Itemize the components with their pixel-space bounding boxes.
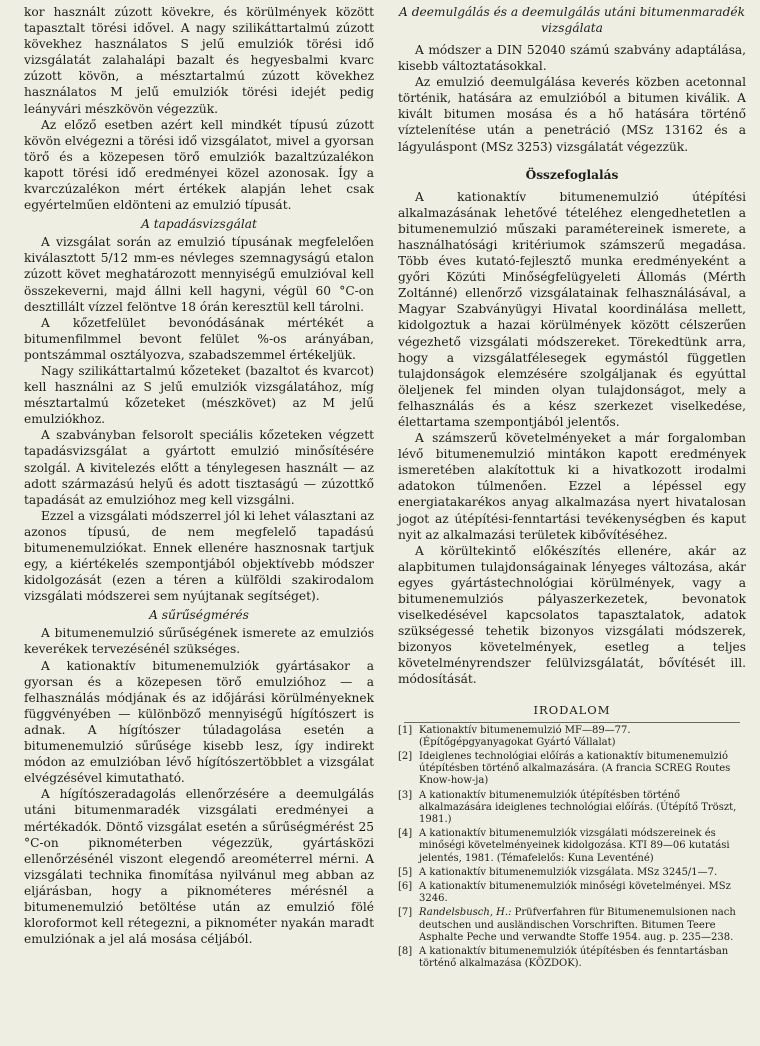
reference-item — [398, 946, 746, 970]
paragraph: A hígítószeradagolás ellenőrzésére a deemulgálás utáni bitumenmaradék vizsgálati eredményei a mértékadók. Döntő vizsgálat esetén a sűrűségmérést 25 °C-on piknométerben végezzük, gyártásközi ellenőrzésénél viszont elegendő areométerrel mérni. A vizsgálati technika finomítása nyilvánul meg abban az eljárásban, hogy a piknométeres mérésnél a bitumenemulzió betöltése után az emulzió fölé kloroformot kell rétegezni, a piknométer nyakán maradt emulziónak a jel alá mosása céljából. — [24, 787, 374, 947]
paragraph: A kationaktív bitumenemulziók gyártásakor a gyorsan és a közepesen törő emulzióhoz — a felhasználás módjának és az időjárási körülményeknek függvényében — különböző mennyiségű hígítószert is adnak. A hígítószer túladagolása esetén a bitumenemulzió sűrűsége kisebb lesz, így indirekt módon az emulzióban lévő hígítószertöbblet a vizsgálat elvégzésével kimutatható. — [24, 658, 374, 786]
reference-text: A kationaktív bitumenemulziók útépítésben és fenntartásban történő alkalmazása (KÖZDOK). — [419, 946, 729, 970]
paragraph: A kationaktív bitumenemulzió útépítési alkalmazásának lehetővé tételéhez elengedhetetlen a bitumenemulzió műszaki paramétereinek ismerete, a használhatósági kritériumok számszerű megadása. Több éves kutató-fejlesztő munka eredményeként a győri Közúti Minőségfelügyeleti Állomás (Mérth Zoltánné) ellenőrző vizsgálatainak felhasználásával, a Magyar Szabványügyi Hivatal koordinálása mellett, kidolgoztuk a hazai körülmények között célszerűen végezhető vizsgálati módszereket. Törekedtünk arra, hogy a vizsgálatfélesegek egymástól független tulajdonságok elemzésére szolgáljanak és egyúttal öleljenek fel minden olyan tulajdonságot, mely a felhasználás és a kész szerkezet viselkedése, élettartama szempontjából jelentős. — [398, 189, 746, 429]
reference-number: [7] — [398, 907, 413, 919]
right-column — [398, 4, 746, 972]
reference-number: [6] — [398, 881, 413, 892]
reference-number: [1] — [398, 724, 413, 736]
reference-text: Prüfverfahren für Bitumenemulsionen nach deutschen und ausländischen Vorschriften. Bitumen Teere Asphalte Peche und verwandte Stoffe 1954. aug. p. 235—238. — [419, 907, 736, 943]
reference-text: Kationaktív bitumenemulzió MF—89—77. (Építőgépgyanyagokat Gyártó Vállalat) — [419, 724, 631, 748]
paragraph: A módszer a DIN 52040 számú szabvány adaptálása, kisebb változtatásokkal. — [398, 43, 746, 74]
paragraph: Az előző esetben azért kell mindkét típusú zúzott kövön elvégezni a törési idő vizsgálatot, mivel a gyorsan törő és a közepesen törő emulziók bazaltzúzalékon kapott törési idő eredményei közel azonosak. Így a kvarczúzalékon mért értékek alapján lehet csak egyértelműen eldönteni az emulzió típusát. — [24, 117, 374, 213]
paragraph: A bitumenemulzió sűrűségének ismerete az emulziós keverékek tervezésénél szükséges. — [24, 626, 374, 657]
reference-text: A kationaktív bitumenemulziók vizsgálati módszereinek és minőségi követelményeinek kidolgozása. KTI 89—06 kutatási jelentés, 1981. (Témafelelős: Kuna Leventéné) — [419, 828, 730, 864]
section-heading-suruseg: A sűrűségmérés — [149, 608, 249, 623]
paragraph: Ezzel a vizsgálati módszerrel jól ki lehet választani az azonos típusú, de nem megfelelő tapadású bitumenemulziókat. Ennek ellenére hasznosnak tartjuk egy, a kiértékelés szempontjából objektívebb módszer kidolgozását (ezen a téren a külföldi szakirodalom vizsgálati módszerei sem nyújtanak segítséget). — [24, 508, 374, 604]
section-heading-osszefoglalas: Összefoglalás — [525, 167, 619, 182]
reference-item — [398, 790, 746, 827]
paragraph: Az emulzió deemulgálása keverés közben acetonnal történik, hatására az emulzióból a bitumen kiválik. A kivált bitumen mosása és a hő hatására történő víztelenítése után a penetráció (MSz 13162 és a lágyuláspont (MSz 3253) vizsgálatát végezzük. — [398, 75, 746, 154]
paragraph: A vizsgálat során az emulzió típusának megfelelően kiválasztott 5/12 mm-es névleges szemnagyságú etalon zúzott követ meghatározott mennyiségű emulzióval kell összekeverni, majd állni kell hagyni, végül 60 °C-on desztillált vízzel felöntve 18 órán keresztül kell tárolni. — [24, 235, 374, 314]
reference-item — [398, 751, 746, 788]
paragraph: A szabványban felsorolt speciális kőzeteken végzett tapadásvizsgálat a gyártott emulzió minősítésére szolgál. A kivitelezés előtt a ténylegesen használt — az adott származású helyű és adott tisztaságú — zúzottkő tapadását az emulzióhoz meg kell vizsgálni. — [24, 428, 374, 507]
left-column — [24, 4, 374, 947]
section-heading-irodalom: IRODALOM — [533, 702, 611, 717]
reference-item — [398, 725, 746, 749]
reference-number: [3] — [398, 789, 413, 801]
paragraph: Nagy szilikáttartalmú kőzeteket (bazaltot és kvarcot) kell használni az S jelű emulziók vizsgálatához, míg mésztartalmú kőzeteket (mészkövet) az M jelű emulziókhoz. — [24, 363, 374, 427]
reference-item — [398, 907, 746, 944]
reference-number: [8] — [398, 946, 413, 958]
reference-text: A kationaktív bitumenemulziók minőségi követelményei. MSz 3246. — [419, 881, 731, 905]
reference-text: A kationaktív bitumenemulziók útépítésben történő alkalmazására ideiglenes technológiai előírás. (Útépítő Tröszt, 1981.) — [419, 789, 737, 825]
divider — [404, 722, 740, 723]
reference-number: [2] — [398, 750, 413, 762]
reference-item — [398, 828, 746, 865]
paragraph: A számszerű követelményeket a már forgalomban lévő bitumenemulzió mintákon kapott eredmények ismeretében alakítottuk ki a hivatkozott irodalmi adatokon túlmenően. Ezzel a lépéssel egy energiatakarékos anyag alkalmazása nyert hivatalosan jogot az útépítési-fenntartási tevékenységben és kaput nyit az alkalmazási területek kibővítéséhez. — [398, 431, 746, 542]
reference-item — [398, 881, 746, 905]
section-heading-deemulgalas: A deemulgálás és a deemulgálás utáni bitumenmaradék vizsgálata — [399, 5, 745, 35]
paragraph: kor használt zúzott kövekre, és körülmények között tapasztalt törési idővel. A nagy szilikáttartalmú zúzott kövekhez használatos S jelű emulziók törési idő vizsgálatát zalahalápi bazalt és hegyesbalmi kvarc zúzott kövön, a mésztartalmú zúzott kövekhez használatos M jelű emulziók törési idejét pedig leányvári mészkövön végezzük. — [24, 5, 374, 116]
paragraph: A körültekintő előkészítés ellenére, akár az alapbitumen tulajdonságainak lényeges változása, akár egyes gyártástechnológiai körülmények, vagy a bitumenemulziós pályaszerkezetek, bevonatok viselkedésével kapcsolatos tapasztalatok, adatok szükségessé tehetik bizonyos vizsgálati módszerek, bizonyos követelmények, esetleg a teljes követelményrendszer felülvizsgálatát, bővítését ill. módosítását. — [398, 543, 746, 687]
paragraph: A kőzetfelület bevonódásának mértékét a bitumenfilmmel bevont felület %-os arányában, pontszámmal osztályozva, szabadszemmel értékeljük. — [24, 315, 374, 362]
reference-author: Randelsbusch, H.: — [419, 907, 512, 919]
reference-text: Ideiglenes technológiai előírás a kationaktív bitumenemulzió útépítésben történő alkalmazására. (A francia SCREG Routes Know-how-ja) — [419, 750, 731, 787]
reference-number: [4] — [398, 828, 413, 840]
reference-item — [398, 867, 746, 879]
reference-list — [398, 725, 746, 971]
reference-number: [5] — [398, 866, 413, 878]
reference-text: A kationaktív bitumenemulziók vizsgálata. MSz 3245/1—7. — [419, 866, 718, 878]
section-heading-tapadas: A tapadásvizsgálat — [141, 217, 257, 232]
